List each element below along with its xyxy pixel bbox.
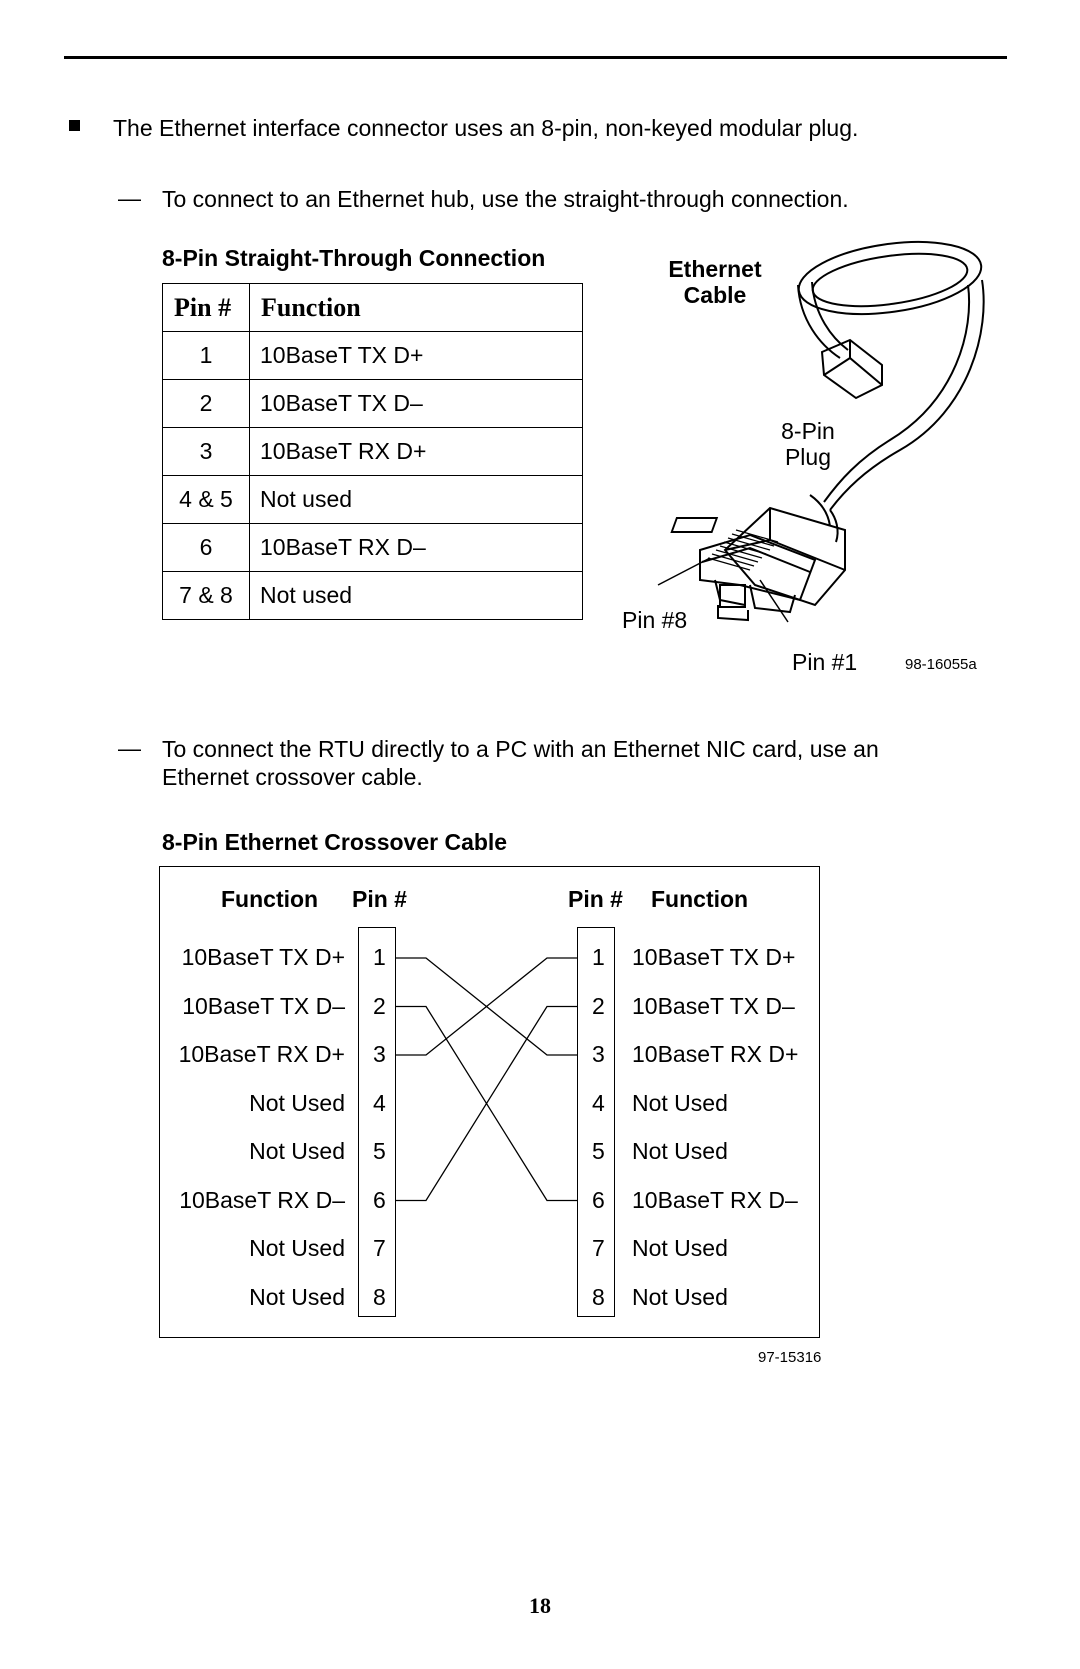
dash-marker: —	[118, 185, 141, 211]
function-cell: 10BaseT RX D–	[250, 524, 583, 572]
right-pin-cell: 5	[592, 1138, 605, 1164]
pin1-label: Pin #1	[792, 649, 858, 675]
dash-marker: —	[118, 735, 141, 761]
right-pin-cell: 2	[592, 992, 605, 1019]
left-pin-cell: 2	[373, 992, 386, 1019]
left-function-cell: Not Used	[249, 1089, 345, 1116]
dash-text-crossover-line2: Ethernet crossover cable.	[162, 764, 423, 790]
pin-cell: 7 & 8	[163, 572, 250, 620]
left-function-cell: 10BaseT TX D+	[181, 944, 345, 970]
figure-id-plug: 98-16055a	[905, 656, 977, 673]
right-pin-cell: 7	[592, 1235, 605, 1261]
function-cell: Not used	[250, 572, 583, 620]
left-pin-cell: 6	[373, 1186, 386, 1213]
left-pin-cell: 8	[373, 1283, 386, 1310]
plug-label-line1: 8-Pin	[781, 418, 835, 444]
left-header-pin: Pin #	[352, 886, 407, 912]
function-cell: 10BaseT TX D+	[250, 332, 583, 380]
right-header-function: Function	[651, 886, 749, 912]
cable-label-line1: Ethernet	[668, 256, 762, 282]
figure-id-crossover: 97-15316	[758, 1349, 822, 1366]
left-header-function: Function	[221, 886, 319, 912]
left-pin-cell: 7	[373, 1235, 386, 1261]
right-function-cell: 10BaseT TX D–	[632, 992, 795, 1019]
pin8-label: Pin #8	[622, 607, 688, 633]
right-function-cell: Not Used	[632, 1089, 728, 1116]
left-pin-cell: 1	[373, 944, 386, 970]
pin-cell: 4 & 5	[163, 476, 250, 524]
left-pin-cell: 4	[373, 1089, 386, 1116]
dash-text-crossover-line1: To connect the RTU directly to a PC with an Ethernet NIC card, use an	[162, 736, 879, 762]
page-number: 18	[529, 1593, 551, 1618]
crossover-title: 8-Pin Ethernet Crossover Cable	[162, 829, 508, 855]
function-cell: 10BaseT TX D–	[250, 380, 583, 428]
pin-cell: 6	[163, 524, 250, 572]
right-pin-cell: 6	[592, 1186, 605, 1213]
intro-bullet-text: The Ethernet interface connector uses an 8-pin, non-keyed modular plug.	[113, 115, 859, 141]
function-cell: Not used	[250, 476, 583, 524]
right-function-cell: 10BaseT RX D–	[632, 1186, 798, 1213]
left-function-cell: Not Used	[249, 1235, 345, 1261]
right-pin-cell: 3	[592, 1041, 605, 1067]
header-pin: Pin #	[163, 284, 250, 332]
left-function-cell: Not Used	[249, 1283, 345, 1310]
plug-label-line2: Plug	[784, 444, 832, 470]
pin-cell: 1	[163, 332, 250, 380]
right-function-cell: Not Used	[632, 1235, 728, 1261]
left-pin-cell: 3	[373, 1041, 386, 1067]
right-pin-cell: 1	[592, 944, 605, 970]
right-function-cell: Not Used	[632, 1138, 728, 1164]
function-cell: 10BaseT RX D+	[250, 428, 583, 476]
right-pin-cell: 4	[592, 1089, 605, 1116]
right-header-pin: Pin #	[568, 886, 623, 912]
pin-cell: 3	[163, 428, 250, 476]
left-function-cell: Not Used	[249, 1138, 345, 1164]
pin-cell: 2	[163, 380, 250, 428]
left-pin-cell: 5	[373, 1138, 386, 1164]
left-function-cell: 10BaseT RX D+	[178, 1041, 345, 1067]
right-function-cell: Not Used	[632, 1283, 728, 1310]
header-function: Function	[250, 284, 583, 332]
cable-label-line2: Cable	[683, 282, 747, 308]
left-function-cell: 10BaseT RX D–	[179, 1186, 345, 1213]
left-function-cell: 10BaseT TX D–	[182, 992, 345, 1019]
right-pin-cell: 8	[592, 1283, 605, 1310]
right-function-cell: 10BaseT TX D+	[632, 944, 796, 970]
crossover-wire	[396, 1007, 577, 1201]
right-function-cell: 10BaseT RX D+	[632, 1041, 799, 1067]
straight-through-title: 8-Pin Straight-Through Connection	[162, 245, 546, 271]
dash-text-hub: To connect to an Ethernet hub, use the straight-through connection.	[162, 186, 849, 212]
